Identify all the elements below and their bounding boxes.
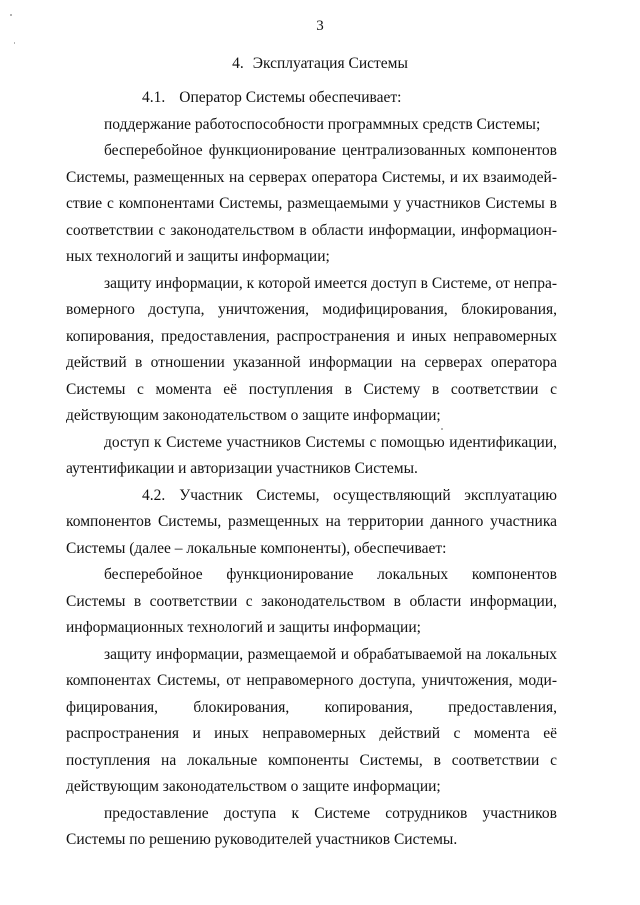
clause-lead-text: Оператор Системы обеспечивает:: [179, 89, 402, 106]
scan-speck: [14, 42, 15, 44]
clause-4-1-lead: [66, 85, 557, 112]
clause-4-1-item: поддержание работоспособности программных средств Системы;: [104, 115, 541, 133]
clause-4-2-item: предоставление доступа к Системе сотрудников участников Системы по решению руководителей участников Системы.: [66, 804, 557, 848]
scan-speck: [10, 14, 12, 16]
clause-number: 4.1.: [142, 89, 166, 106]
clause-4-1-item: защиту информации, к которой имеется доступ в Системе, от неправомерного доступа, уничтожения, модифицирования, блокирования, копирования, предоставления, распространения и иных неправомерных действий в отношении указанной информации на серверах оператора Системы с момента её поступления в Систему в соответствии с действующим законодательством о защите информации;: [66, 274, 557, 424]
clause-number: 4.2.: [142, 486, 166, 504]
clause-4-1-item: бесперебойное функционирование централизованных компонентов Системы, размещенных на серверах оператора Системы, и их взаимодействие с компонентами Системы, размещаемыми у участников Системы в соответствии с законодательством в области информации, информационных технологий и защиты информации;: [66, 142, 557, 265]
section-heading: [0, 54, 640, 74]
clause-4-2-lead: [66, 483, 557, 563]
clause-4-2-item: защиту информации, размещаемой и обрабатываемой на локальных компонентах Системы, от неправомерного доступа, уничтожения, модифицирования, блокирования, копирования, предоставления, распространения и иных неправомерных действий с момента её поступления на локальные компоненты Системы, в соответствии с действующим законодательством о защите информации;: [66, 645, 557, 795]
scan-speck: [441, 428, 443, 430]
section-number: 4.: [232, 55, 244, 72]
clause-4-2-item: бесперебойное функционирование локальных компонентов Системы в соответствии с законодательством в области информации, информационных технологий и защиты информации;: [66, 566, 557, 636]
section-title: Эксплуатация Системы: [252, 55, 408, 72]
clause-lead-text: Участник Системы, осуществляющий эксплуатацию компонентов Системы, размещенных на территории данного участника Системы (далее – локальные компоненты), обеспечивает:: [66, 486, 557, 557]
clause-4-1-item: доступ к Системе участников Системы с помощью идентификации, аутентификации и авторизации участников Системы.: [66, 433, 557, 477]
document-body: [66, 85, 557, 854]
page-number: 3: [316, 18, 324, 34]
